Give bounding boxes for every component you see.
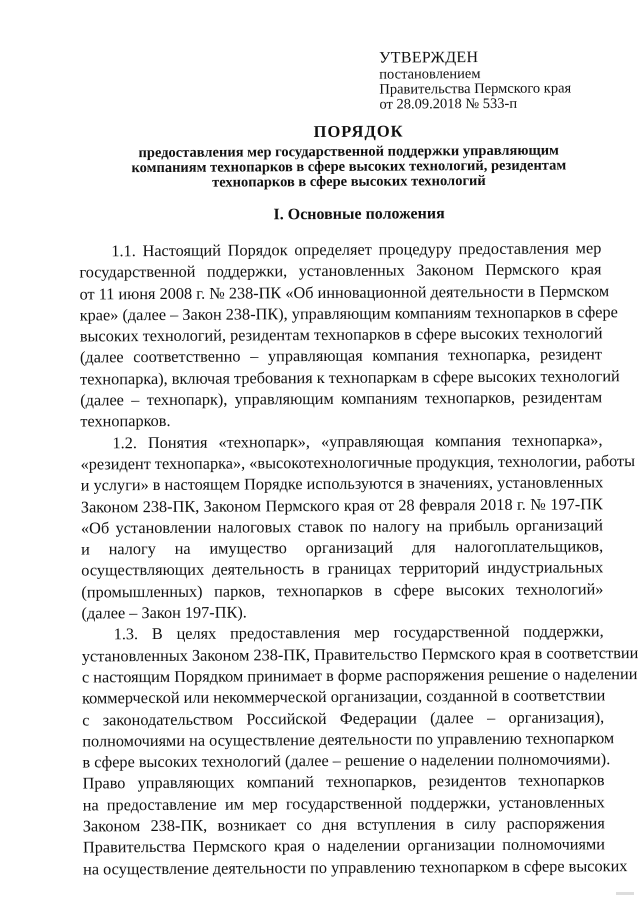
paragraph-1-1 (79, 237, 620, 432)
text-line: «Об установлении налоговых ставок по налогу на прибыль организаций (80, 515, 604, 538)
text-line: 1.2. Понятия «технопарк», «управляющая компания технопарка», (112, 429, 603, 452)
text-line: (промышленных) парков, технопарков в сфере высоких технологий» (81, 579, 604, 602)
text-line: «резидент технопарка», «высокотехнологичные продукция, технологии, работы (80, 451, 636, 474)
text-line: осуществляющих деятельность в границах территорий индустриальных (81, 557, 604, 580)
text-line: полномочиями на осуществление деятельности по управлению технопарком (82, 728, 615, 751)
document-body (79, 237, 639, 879)
subtitle-line: компаниям технопарков в сфере высоких технологий, резидентам (131, 157, 567, 177)
text-line: установленных Законом 238-ПК, Правительство Пермского края в соответствии (81, 642, 639, 666)
text-line: и налогу на имущество организаций для налогоплательщиков, (81, 536, 604, 559)
text-line: крае» (далее – Закон 238-ПК), управляющим компаниям технопарков в сфере (79, 302, 618, 325)
section-heading: I. Основные положения (273, 205, 445, 224)
text-line: высоких технологий, резидентам технопарков в сфере высоких технологий (79, 323, 603, 346)
text-line: на предоставление им мер государственной поддержки, установленных (82, 791, 605, 815)
document-title: ПОРЯДОК (313, 121, 404, 142)
text-line: в сфере высоких технологий (далее – решение о наделении полномочиями). (82, 749, 611, 772)
document-subtitle (109, 143, 589, 191)
text-line: Правительства Пермского края о наделении организации полномочиями (82, 834, 606, 857)
text-line: коммерческой или некоммерческой организации, созданной в соответствии (81, 685, 606, 708)
approval-heading: УТВЕРЖДЕН (379, 49, 479, 67)
text-line: государственной поддержки, установленных Законом Пермского края (79, 259, 602, 282)
approval-line: от 28.09.2018 № 533-п (379, 95, 518, 113)
text-line: 1.1. Настоящий Порядок определяет процедуру предоставления мер (111, 238, 602, 261)
text-line: Законом 238-ПК, Законом Пермского края от 28 февраля 2018 г. № 197-ПК (80, 493, 603, 517)
text-line: с законодательством Российской Федерации (далее – организация), (82, 706, 605, 729)
text-line: на осуществление деятельности по управлению технопарком в сфере высоких (83, 855, 628, 879)
text-line: (далее соответственно – управляющая компания технопарка, резидент (79, 344, 603, 367)
text-line: и услуги» в настоящем Порядке используются в значениях, установленных (80, 472, 604, 495)
text-line: технопарка), включая требования к технопаркам в сфере высоких технологий (80, 365, 620, 389)
text-line: с настоящим Порядком принимает в форме распоряжения решение о наделении (81, 664, 638, 687)
text-line: Право управляющих компаний технопарков, резидентов технопарков (82, 770, 605, 793)
subtitle-line: предоставления мер государственной поддержки управляющим (138, 142, 559, 162)
approval-stamp (379, 48, 624, 112)
paragraph-1-3 (81, 621, 639, 880)
text-line: (далее – технопарк), управляющим компаниям технопарков, резидентам (80, 387, 603, 410)
paragraph-1-2 (80, 429, 636, 624)
text-line: 1.3. В целях предоставления мер государственной поддержки, (113, 621, 604, 644)
approval-line: Правительства Пермского края (379, 80, 572, 98)
approval-line: постановлением (379, 66, 481, 83)
scan-artifact (616, 892, 634, 895)
text-line: технопарков. (80, 411, 171, 431)
subtitle-line: технопарков в сфере высоких технологий (212, 172, 486, 191)
text-line: от 11 июня 2008 г. № 238-ПК «Об инновационной деятельности в Пермском (79, 280, 610, 304)
text-line: Законом 238-ПК, возникает со дня вступления в силу распоряжения (82, 813, 605, 836)
text-line: (далее – Закон 197-ПК). (81, 602, 247, 623)
